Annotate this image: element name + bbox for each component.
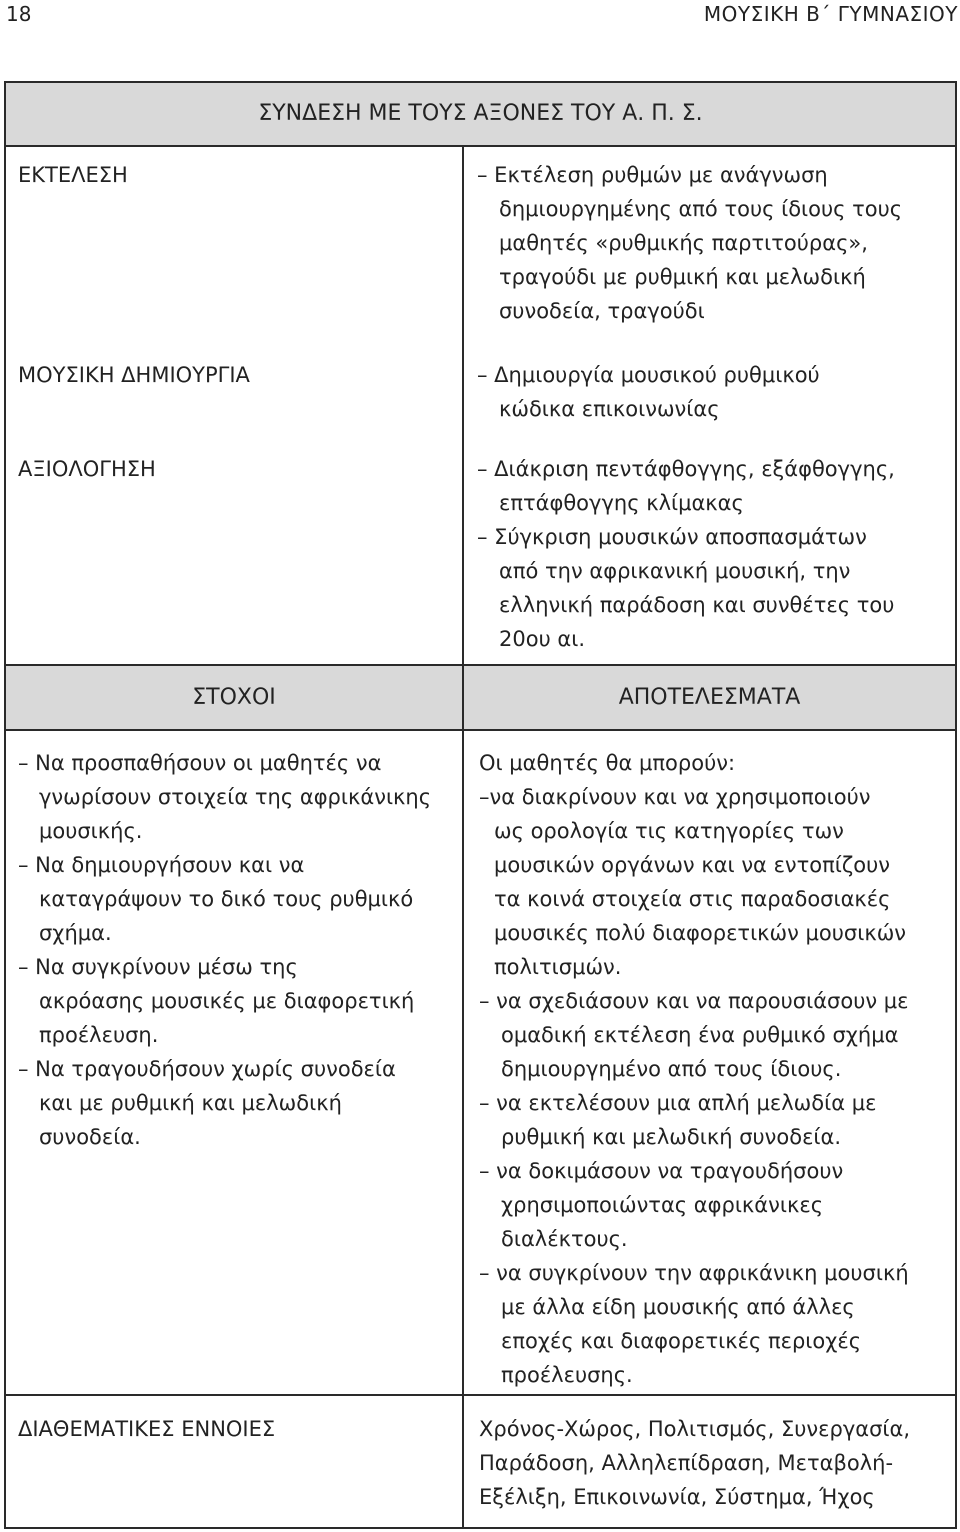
text-line: 20ου αι. [499, 627, 586, 651]
column-divider [462, 147, 464, 1527]
section-divider-bottom [4, 1394, 955, 1396]
section-divider-mid [4, 729, 955, 731]
result-line: ως ορολογία τις κατηγορίες των [494, 819, 844, 843]
text-line: – Εκτέλεση ρυθμών με ανάγνωση [477, 163, 828, 187]
text-line: μαθητές «ρυθμικής παρτιτούρας», [499, 231, 868, 255]
result-line: προέλευσης. [501, 1363, 633, 1387]
axes-header-divider [4, 145, 955, 147]
result-line: δημιουργημένο από τους ίδιους. [501, 1057, 842, 1081]
result-line: πολιτισμών. [494, 955, 622, 979]
result-line: διαλέκτους. [501, 1227, 628, 1251]
text-line: κώδικα επικοινωνίας [499, 397, 720, 421]
result-line: μουσικών οργάνων και να εντοπίζουν [494, 853, 891, 877]
text-line: τραγούδι με ρυθμική και μελωδική [499, 265, 866, 289]
result-line: εποχές και διαφορετικές περιοχές [501, 1329, 862, 1353]
goal-line: – Να προσπαθήσουν οι μαθητές να [18, 751, 382, 775]
axes-header [6, 83, 955, 145]
result-line: ρυθμική και μελωδική συνοδεία. [501, 1125, 842, 1149]
page-number: 18 [6, 2, 32, 26]
goals-header [6, 666, 462, 729]
results-header-text: ΑΠΟΤΕΛΕΣΜΑΤΑ [618, 685, 801, 710]
concept-line: Παράδοση, Αλληλεπίδραση, Μεταβολή- [479, 1451, 894, 1475]
goal-line: γνωρίσουν στοιχεία της αφρικάνικης [39, 785, 432, 809]
concept-line: Εξέλιξη, Επικοινωνία, Σύστημα, Ήχος [479, 1485, 875, 1509]
result-line: Οι μαθητές θα μπορούν: [479, 751, 736, 775]
goal-line: προέλευση. [39, 1023, 159, 1047]
result-line: –να διακρίνουν και να χρησιμοποιούν [479, 785, 871, 809]
text-line: – Δημιουργία μουσικού ρυθμικού [477, 363, 820, 387]
running-header-title: ΜΟΥΣΙΚΗ Β΄ ΓΥΜΝΑΣΙΟΥ [703, 2, 958, 26]
axes-header-text: ΣΥΝΔΕΣΗ ΜΕ ΤΟΥΣ ΑΞΟΝΕΣ ΤΟΥ Α. Π. Σ. [258, 101, 703, 126]
goal-line: σχήμα. [39, 921, 112, 945]
text-line: – Διάκριση πεντάφθογγης, εξάφθογγης, [477, 457, 895, 481]
goal-line: – Να συγκρίνουν μέσω της [18, 955, 298, 979]
concepts-label: ΔΙΑΘΕΜΑΤΙΚΕΣ ΕΝΝΟΙΕΣ [18, 1417, 276, 1441]
result-line: τα κοινά στοιχεία στις παραδοσιακές [494, 887, 891, 911]
goal-line: καταγράψουν το δικό τους ρυθμικό [39, 887, 414, 911]
text-line: ελληνική παράδοση και συνθέτες του [499, 593, 895, 617]
goals-header-text: ΣΤΟΧΟΙ [192, 685, 276, 710]
text-line: συνοδεία, τραγούδι [499, 299, 705, 323]
goal-line: ακρόασης μουσικές με διαφορετική [39, 989, 415, 1013]
axis-label-evaluation: ΑΞΙΟΛΟΓΗΣΗ [18, 457, 156, 481]
goal-line: – Να δημιουργήσουν και να [18, 853, 305, 877]
text-line: από την αφρικανική μουσική, την [499, 559, 851, 583]
result-line: – να δοκιμάσουν να τραγουδήσουν [479, 1159, 844, 1183]
text-line: επτάφθογγης κλίμακας [499, 491, 744, 515]
result-line: ομαδική εκτέλεση ένα ρυθμικό σχήμα [501, 1023, 899, 1047]
goal-line: συνοδεία. [39, 1125, 141, 1149]
result-line: – να συγκρίνουν την αφρικάνικη μουσική [479, 1261, 909, 1285]
text-line: – Σύγκριση μουσικών αποσπασμάτων [477, 525, 867, 549]
result-line: χρησιμοποιώντας αφρικάνικες [501, 1193, 824, 1217]
result-line: – να σχεδιάσουν και να παρουσιάσουν με [479, 989, 909, 1013]
results-header [464, 666, 955, 729]
goal-line: μουσικής. [39, 819, 143, 843]
axis-label-execution: ΕΚΤΕΛΕΣΗ [18, 163, 128, 187]
result-line: με άλλα είδη μουσικής από άλλες [501, 1295, 855, 1319]
axis-label-music-creation: ΜΟΥΣΙΚΗ ΔΗΜΙΟΥΡΓΙΑ [18, 363, 250, 387]
result-line: – να εκτελέσουν μια απλή μελωδία με [479, 1091, 877, 1115]
text-line: δημιουργημένης από τους ίδιους τους [499, 197, 903, 221]
concept-line: Χρόνος-Χώρος, Πολιτισμός, Συνεργασία, [479, 1417, 911, 1441]
goal-line: – Να τραγουδήσουν χωρίς συνοδεία [18, 1057, 396, 1081]
goal-line: και με ρυθμική και μελωδική [39, 1091, 342, 1115]
result-line: μουσικές πολύ διαφορετικών μουσικών [494, 921, 907, 945]
